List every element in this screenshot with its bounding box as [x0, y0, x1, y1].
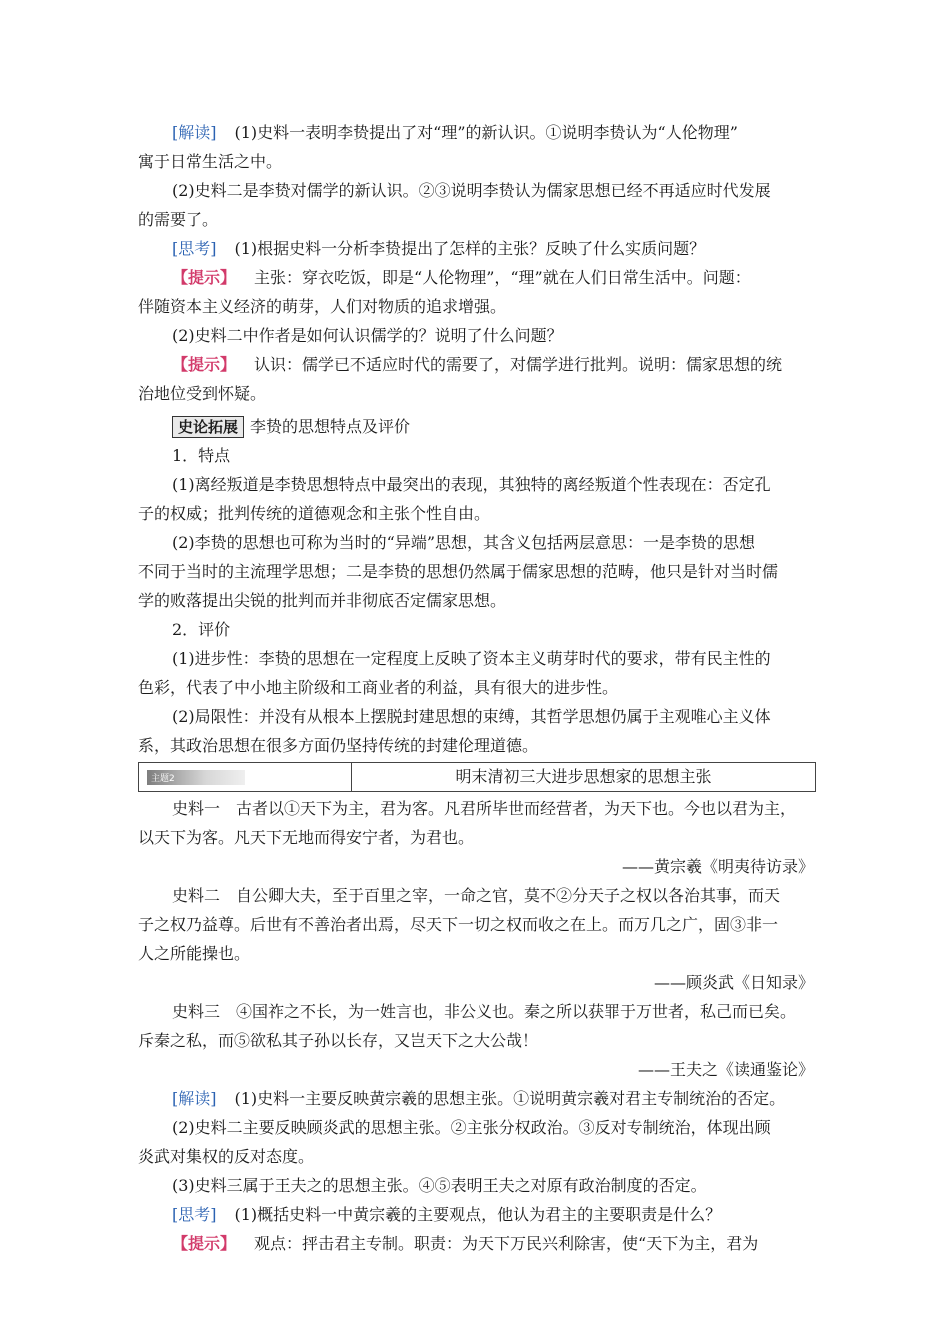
line-text: (1)概括史料一中黄宗羲的主要观点，他认为君主的主要职责是什么？ [234, 1205, 722, 1224]
text-line [138, 350, 818, 379]
text-line: 系，其政治思想在很多方面仍坚持传统的封建伦理道德。 [138, 736, 539, 755]
text-line: (1)进步性：李贽的思想在一定程度上反映了资本主义萌芽时代的要求，带有民主性的 [172, 649, 771, 668]
line-text: (1)根据史料一分析李贽提出了怎样的主张？反映了什么实质问题？ [234, 239, 706, 258]
text-line: 子的权威；批判传统的道德观念和主张个性自由。 [138, 504, 491, 523]
topic-label-cell [139, 763, 352, 791]
text-line [138, 118, 818, 147]
line-text: 观点：抨击君主专制。职责：为天下万民兴利除害，使“天下为主，君为 [254, 1234, 759, 1253]
source-line: 子之权乃益尊。后世有不善治者出焉，尽天下一切之权而收之在上。而万几之广，固③非一 [138, 915, 779, 934]
topic-header-box [138, 762, 816, 792]
text-line: (3)史料三属于王夫之的思想主张。④⑤表明王夫之对原有政治制度的否定。 [172, 1176, 707, 1195]
source-line: 史料二 自公卿大夫，至于百里之宰，一命之官，莫不②分天子之权以各治其事，而天 [172, 886, 781, 905]
text-line [138, 1084, 818, 1113]
source-line: 人之所能操也。 [138, 944, 251, 963]
source-citation: ——王夫之《读通鉴论》 [637, 1060, 814, 1079]
line-text: (1)史料一表明李贽提出了对“理”的新认识。①说明李贽认为“人伦物理” [234, 123, 738, 142]
text-line: 学的败落提出尖锐的批判而并非彻底否定儒家思想。 [138, 591, 507, 610]
text-line [138, 234, 818, 263]
text-line: (2)李贽的思想也可称为当时的“异端”思想，其含义包括两层意思：一是李贽的思想 [172, 533, 756, 552]
text-line: 的需要了。 [138, 210, 219, 229]
hint-tag: 【提示】 [172, 1234, 237, 1253]
topic-chip: 主题2 [147, 770, 245, 785]
text-line [138, 263, 818, 292]
interpret-tag: [解读] [172, 123, 217, 142]
line-text: 主张：穿衣吃饭，即是“人伦物理”，“理”就在人们日常生活中。问题： [254, 268, 751, 287]
source-citation: ——顾炎武《日知录》 [653, 973, 814, 992]
line-text: 认识：儒学已不适应时代的需要了，对儒学进行批判。说明：儒家思想的统 [254, 355, 783, 374]
section-title: 李贽的思想特点及评价 [250, 417, 411, 436]
text-line: 色彩，代表了中小地主阶级和工商业者的利益，具有很大的进步性。 [138, 678, 619, 697]
think-tag: [思考] [172, 239, 217, 258]
document-page [138, 118, 818, 1258]
source-line: 以天下为客。凡天下无地而得安宁者，为君也。 [138, 828, 475, 847]
text-line: (2)史料二是李贽对儒学的新认识。②③说明李贽认为儒家思想已经不再适应时代发展 [172, 181, 771, 200]
text-line: 不同于当时的主流理学思想；二是李贽的思想仍然属于儒家思想的范畴，他只是针对当时儒 [138, 562, 779, 581]
hint-tag: 【提示】 [172, 355, 237, 374]
text-line: 伴随资本主义经济的萌芽，人们对物质的追求增强。 [138, 297, 507, 316]
line-text: (1)史料一主要反映黄宗羲的思想主张。①说明黄宗羲对君主专制统治的否定。 [234, 1089, 786, 1108]
text-line [138, 1229, 818, 1258]
source-line: 史料一 古者以①天下为主，君为客。凡君所毕世而经营者，为天下也。今也以君为主， [172, 799, 797, 818]
text-line [138, 1200, 818, 1229]
section-heading [138, 412, 818, 441]
subheading: 2．评价 [172, 620, 231, 639]
source-line: 斥秦之私，而⑤欲私其子孙以长存，又岂天下之大公哉！ [138, 1031, 539, 1050]
section-banner: 史论拓展 [172, 416, 244, 438]
source-citation: ——黄宗羲《明夷待访录》 [621, 857, 814, 876]
text-line: 治地位受到怀疑。 [138, 384, 267, 403]
topic-title: 明末清初三大进步思想家的思想主张 [455, 767, 712, 786]
text-line: (2)史料二中作者是如何认识儒学的？说明了什么问题？ [172, 326, 563, 345]
text-line: (2)局限性：并没有从根本上摆脱封建思想的束缚，其哲学思想仍属于主观唯心主义体 [172, 707, 771, 726]
text-line: (1)离经叛道是李贽思想特点中最突出的表现，其独特的离经叛道个性表现在：否定孔 [172, 475, 771, 494]
think-tag: [思考] [172, 1205, 217, 1224]
text-line: (2)史料二主要反映顾炎武的思想主张。②主张分权政治。③反对专制统治，体现出顾 [172, 1118, 771, 1137]
source-line: 史料三 ④国祚之不长，为一姓言也，非公义也。秦之所以获罪于万世者，私己而已矣。 [172, 1002, 797, 1021]
text-line: 寓于日常生活之中。 [138, 152, 283, 171]
interpret-tag: [解读] [172, 1089, 217, 1108]
hint-tag: 【提示】 [172, 268, 237, 287]
subheading: 1．特点 [172, 446, 231, 465]
text-line: 炎武对集权的反对态度。 [138, 1147, 315, 1166]
